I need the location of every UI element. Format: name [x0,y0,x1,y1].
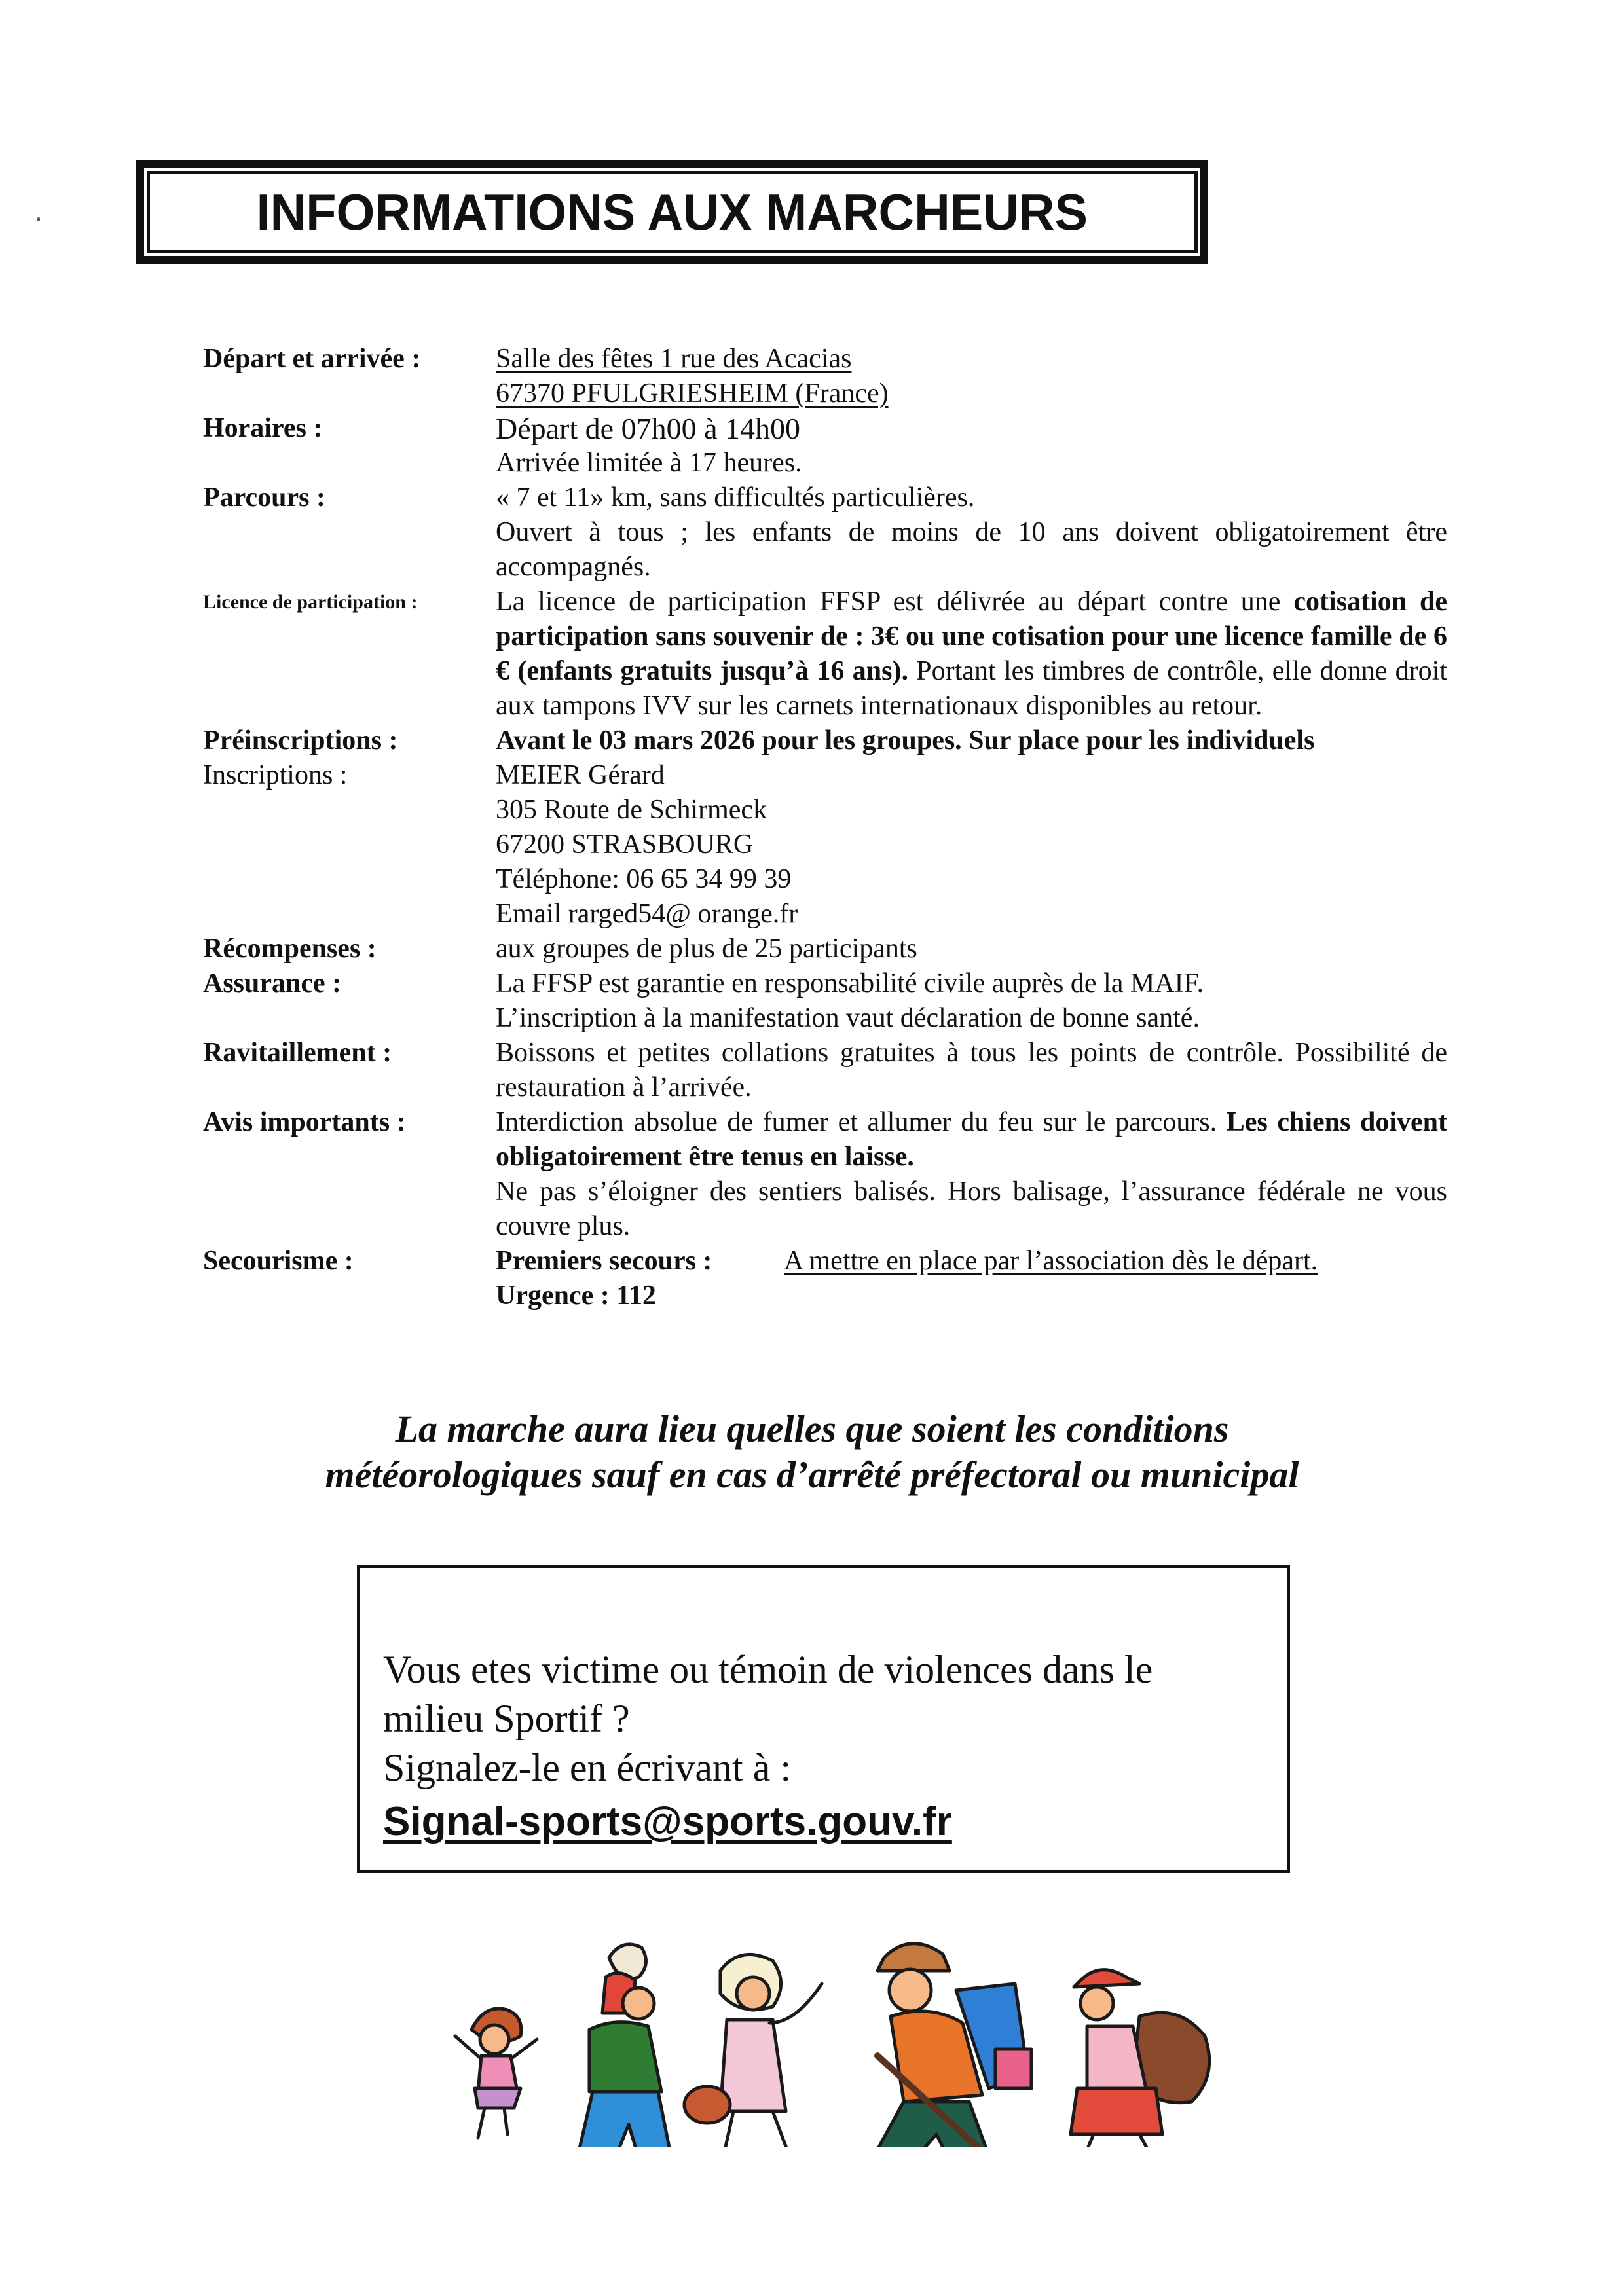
emergency-number: Urgence : 112 [496,1281,656,1311]
scan-speck [37,217,40,221]
value-secourisme [496,1244,1447,1313]
row-secourisme [203,1244,1447,1313]
first-aid-text: A mettre en place par l’association dès le départ. [784,1246,1318,1276]
girl-figure [455,2009,537,2138]
no-smoking-notice: Interdiction absolue de fumer et allumer du feu sur le parcours. [496,1107,1227,1137]
row-licence [203,585,1447,723]
value-inscriptions [496,758,1447,932]
contact-city: 67200 STRASBOURG [496,829,754,860]
label-recompenses: Récompenses : [203,934,377,964]
label-licence: Licence de participation : [203,591,418,613]
row-horaires [203,411,1447,481]
licence-fees: cotisation de participation sans souvenir de : 3€ ou une cotisation pour une licence famille de 6 € (enfants gratuits jusqu’à 16 ans). [496,587,1448,686]
label-ravitaillement: Ravitaillement : [203,1038,392,1068]
insurance-coverage: La FFSP est garantie en responsabilité civile auprès de la MAIF. [496,968,1204,998]
contact-name: MEIER Gérard [496,760,665,790]
father-figure [553,1944,678,2147]
label-avis: Avis importants : [203,1107,406,1137]
hiker-figure [803,1944,1031,2147]
info-section [203,342,1447,1313]
arrival-limit: Arrivée limitée à 17 heures. [496,448,802,478]
venue-city: 67370 PFULGRIESHEIM (France) [496,378,889,409]
label-preinscriptions: Préinscriptions : [203,725,398,756]
hikers-illustration [432,1931,1441,2147]
row-avis [203,1105,1447,1244]
label-depart: Départ et arrivée : [203,344,421,374]
contact-email: Email rarged54@ orange.fr [496,899,798,929]
row-preinscriptions [203,723,1447,758]
label-horaires: Horaires : [203,413,323,443]
dogs-leash-notice: Les chiens doivent obligatoirement être tenus en laisse. [496,1107,1447,1172]
contact-phone: Téléphone: 06 65 34 99 39 [496,864,792,894]
violence-report-box [357,1565,1290,1873]
report-instruction: Signalez-le en écrivant à : [383,1746,792,1789]
label-secourisme: Secourisme : [203,1246,354,1276]
row-inscriptions [203,758,1447,932]
licence-text-2: Portant les timbres de contrôle, elle donne droit aux tampons IVV sur les carnets internationaux disponibles au retour. [496,656,1447,721]
page-title-inner-border [147,171,1198,253]
first-aid-label: Premiers secours : [496,1246,712,1276]
value-parcours [496,481,1447,585]
label-inscriptions: Inscriptions : [203,760,348,790]
value-depart [496,342,1447,411]
kid-figure [1053,1970,1209,2147]
health-declaration: L’inscription à la manifestation vaut déclaration de bonne santé. [496,1003,1200,1033]
row-parcours [203,481,1447,585]
weather-notice-line-1: La marche aura lieu quelles que soient les conditions [395,1408,1229,1450]
route-audience: Ouvert à tous ; les enfants de moins de 10 ans doivent obligatoirement être accompagnés. [496,517,1447,582]
row-recompenses [203,932,1447,966]
weather-notice [196,1406,1428,1498]
value-avis [496,1105,1447,1244]
row-depart [203,342,1447,411]
weather-notice-line-2: météorologiques sauf en cas d’arrêté préfectoral ou municipal [325,1453,1299,1496]
report-question-1: Vous etes victime ou témoin de violences dans le [383,1648,1153,1691]
stay-on-trail-notice: Ne pas s’éloigner des sentiers balisés. Hors balisage, l’assurance fédérale ne vous couvre plus. [496,1176,1447,1241]
page-title: INFORMATIONS AUX MARCHEURS [256,183,1088,241]
row-assurance [203,966,1447,1036]
page-title-box [136,160,1208,264]
report-question-2: milieu Sportif ? [383,1697,630,1740]
label-parcours: Parcours : [203,483,326,513]
value-recompenses: aux groupes de plus de 25 participants [496,934,917,964]
route-distances: « 7 et 11» km, sans difficultés particulières. [496,483,975,513]
value-ravitaillement: Boissons et petites collations gratuites à tous les points de contrôle. Possibilité de restauration à l’arrivée. [496,1038,1447,1102]
value-assurance [496,966,1447,1036]
value-horaires [496,411,1447,481]
first-aid-line [496,1244,1447,1279]
start-times: Départ de 07h00 à 14h00 [496,412,800,445]
report-email-link[interactable]: Signal-sports@sports.gouv.fr [383,1799,952,1844]
value-licence [496,585,1447,723]
contact-street: 305 Route de Schirmeck [496,795,767,825]
value-preinscriptions: Avant le 03 mars 2026 pour les groupes. Sur place pour les individuels [496,725,1315,756]
row-ravitaillement [203,1036,1447,1105]
mother-figure [684,1954,822,2147]
licence-text-1: La licence de participation FFSP est délivrée au départ contre une [496,587,1294,617]
venue-address: Salle des fêtes 1 rue des Acacias [496,344,852,374]
label-assurance: Assurance : [203,968,342,998]
